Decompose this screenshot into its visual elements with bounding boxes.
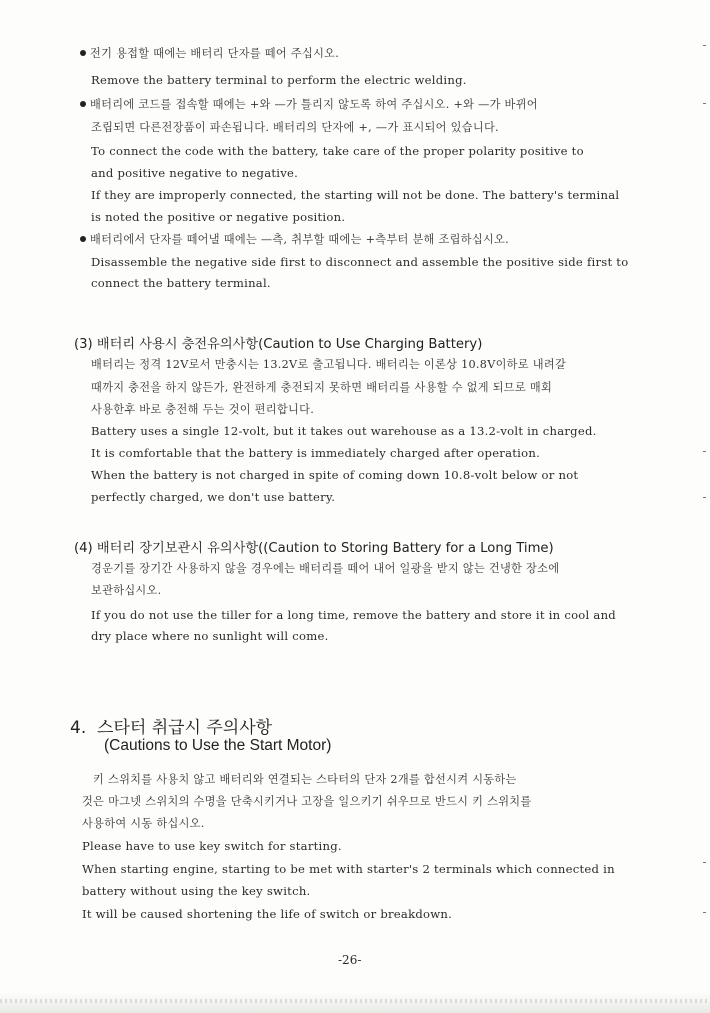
scan-mark bbox=[703, 45, 706, 46]
section-3-en-4: perfectly charged, we don't use battery. bbox=[91, 490, 336, 504]
polarity-note-en-1: To connect the code with the battery, take care of the proper polarity positive to bbox=[91, 144, 584, 158]
chapter-4-en-4: It will be caused shortening the life of switch or breakdown. bbox=[82, 907, 453, 921]
section-3-heading-en: (Caution to Use Charging Battery) bbox=[258, 337, 483, 352]
welding-note-en: Remove the battery terminal to perform the electric welding. bbox=[91, 73, 467, 87]
page-number: -26- bbox=[338, 953, 362, 967]
polarity-note-ko-2: 조립되면 다른전장품이 파손됩니다. 배터리의 단자에 +, —가 표시되어 있습니다. bbox=[91, 121, 499, 134]
chapter-4-en-2: When starting engine, starting to be met with starter's 2 terminals which connected in bbox=[82, 862, 615, 876]
section-3-ko-1: 배터리는 정격 12V로서 만충시는 13.2V로 출고됩니다. 배터리는 이론상 10.8V이하로 내려갈 bbox=[91, 358, 567, 371]
chapter-4-ko-3: 사용하여 시동 하십시오. bbox=[82, 817, 205, 830]
section-4-ko-1: 경운기를 장기간 사용하지 않을 경우에는 배터리를 떼어 내어 일광을 받지 않는 건냉한 장소에 bbox=[91, 562, 560, 575]
section-4-en-1: If you do not use the tiller for a long time, remove the battery and store it in cool and bbox=[91, 608, 616, 622]
section-3-ko-3: 사용한후 바로 충전해 두는 것이 편리합니다. bbox=[91, 403, 315, 416]
section-3-heading bbox=[74, 333, 482, 352]
chapter-4-heading bbox=[70, 713, 272, 738]
scan-mark bbox=[703, 912, 706, 913]
section-3-heading-ko: (3) 배터리 사용시 충전유의사항 bbox=[74, 337, 259, 352]
section-4-heading-en: ((Caution to Storing Battery for a Long Time) bbox=[258, 541, 554, 556]
disassembly-note-en-2: connect the battery terminal. bbox=[91, 276, 271, 290]
scan-mark bbox=[703, 451, 706, 452]
polarity-note-ko-1: 배터리에 코드를 접속할 때에는 +와 —가 틀리지 않도록 하여 주십시오. +와 —가 바뀌어 bbox=[80, 97, 538, 113]
scan-mark bbox=[703, 862, 706, 863]
polarity-note-en-2: and positive negative to negative. bbox=[91, 166, 299, 180]
polarity-note-en-4: is noted the positive or negative position. bbox=[91, 210, 346, 224]
chapter-4-ko-1: 키 스위치를 사용치 않고 배터리와 연결되는 스타터의 단자 2개를 합선시켜 시동하는 bbox=[93, 773, 517, 786]
section-4-heading bbox=[74, 537, 554, 556]
scan-bottom-edge bbox=[0, 993, 710, 1013]
chapter-4-en-3: battery without using the key switch. bbox=[82, 884, 311, 898]
polarity-note-en-3: If they are improperly connected, the starting will not be done. The battery's terminal bbox=[91, 188, 620, 202]
scan-mark bbox=[703, 497, 706, 498]
section-3-en-1: Battery uses a single 12-volt, but it takes out warehouse as a 13.2-volt in charged. bbox=[91, 424, 597, 438]
section-3-ko-2: 때까지 충전을 하지 않든가, 완전하게 충전되지 못하면 배터리를 사용할 수 없게 되므로 매회 bbox=[91, 381, 553, 394]
section-4-en-2: dry place where no sunlight will come. bbox=[91, 629, 329, 643]
section-4-heading-ko: (4) 배터리 장기보관시 유의사항 bbox=[74, 541, 259, 556]
chapter-4-en-1: Please have to use key switch for starting. bbox=[82, 839, 342, 853]
chapter-4-ko-2: 것은 마그넷 스위치의 수명을 단축시키거나 고장을 일으키기 쉬우므로 반드시 키 스위치를 bbox=[82, 795, 532, 808]
section-3-en-2: It is comfortable that the battery is immediately charged after operation. bbox=[91, 446, 541, 460]
scan-mark bbox=[703, 103, 706, 104]
chapter-4-number: 4. bbox=[70, 718, 87, 738]
section-3-en-3: When the battery is not charged in spite of coming down 10.8-volt below or not bbox=[91, 468, 579, 482]
disassembly-note-en-1: Disassemble the negative side first to disconnect and assemble the positive side first to bbox=[91, 255, 629, 269]
section-4-ko-2: 보관하십시오. bbox=[91, 584, 162, 597]
chapter-4-title-en: (Cautions to Use the Start Motor) bbox=[104, 737, 332, 754]
chapter-4-title-ko: 스타터 취급시 주의사항 bbox=[97, 718, 273, 738]
welding-note-ko: 전기 용접할 때에는 배터리 단자를 떼어 주십시오. bbox=[80, 46, 339, 62]
disassembly-note-ko: 배터리에서 단자를 떼어낼 때에는 —측, 취부할 때에는 +측부터 분해 조립하십시오. bbox=[80, 232, 509, 248]
